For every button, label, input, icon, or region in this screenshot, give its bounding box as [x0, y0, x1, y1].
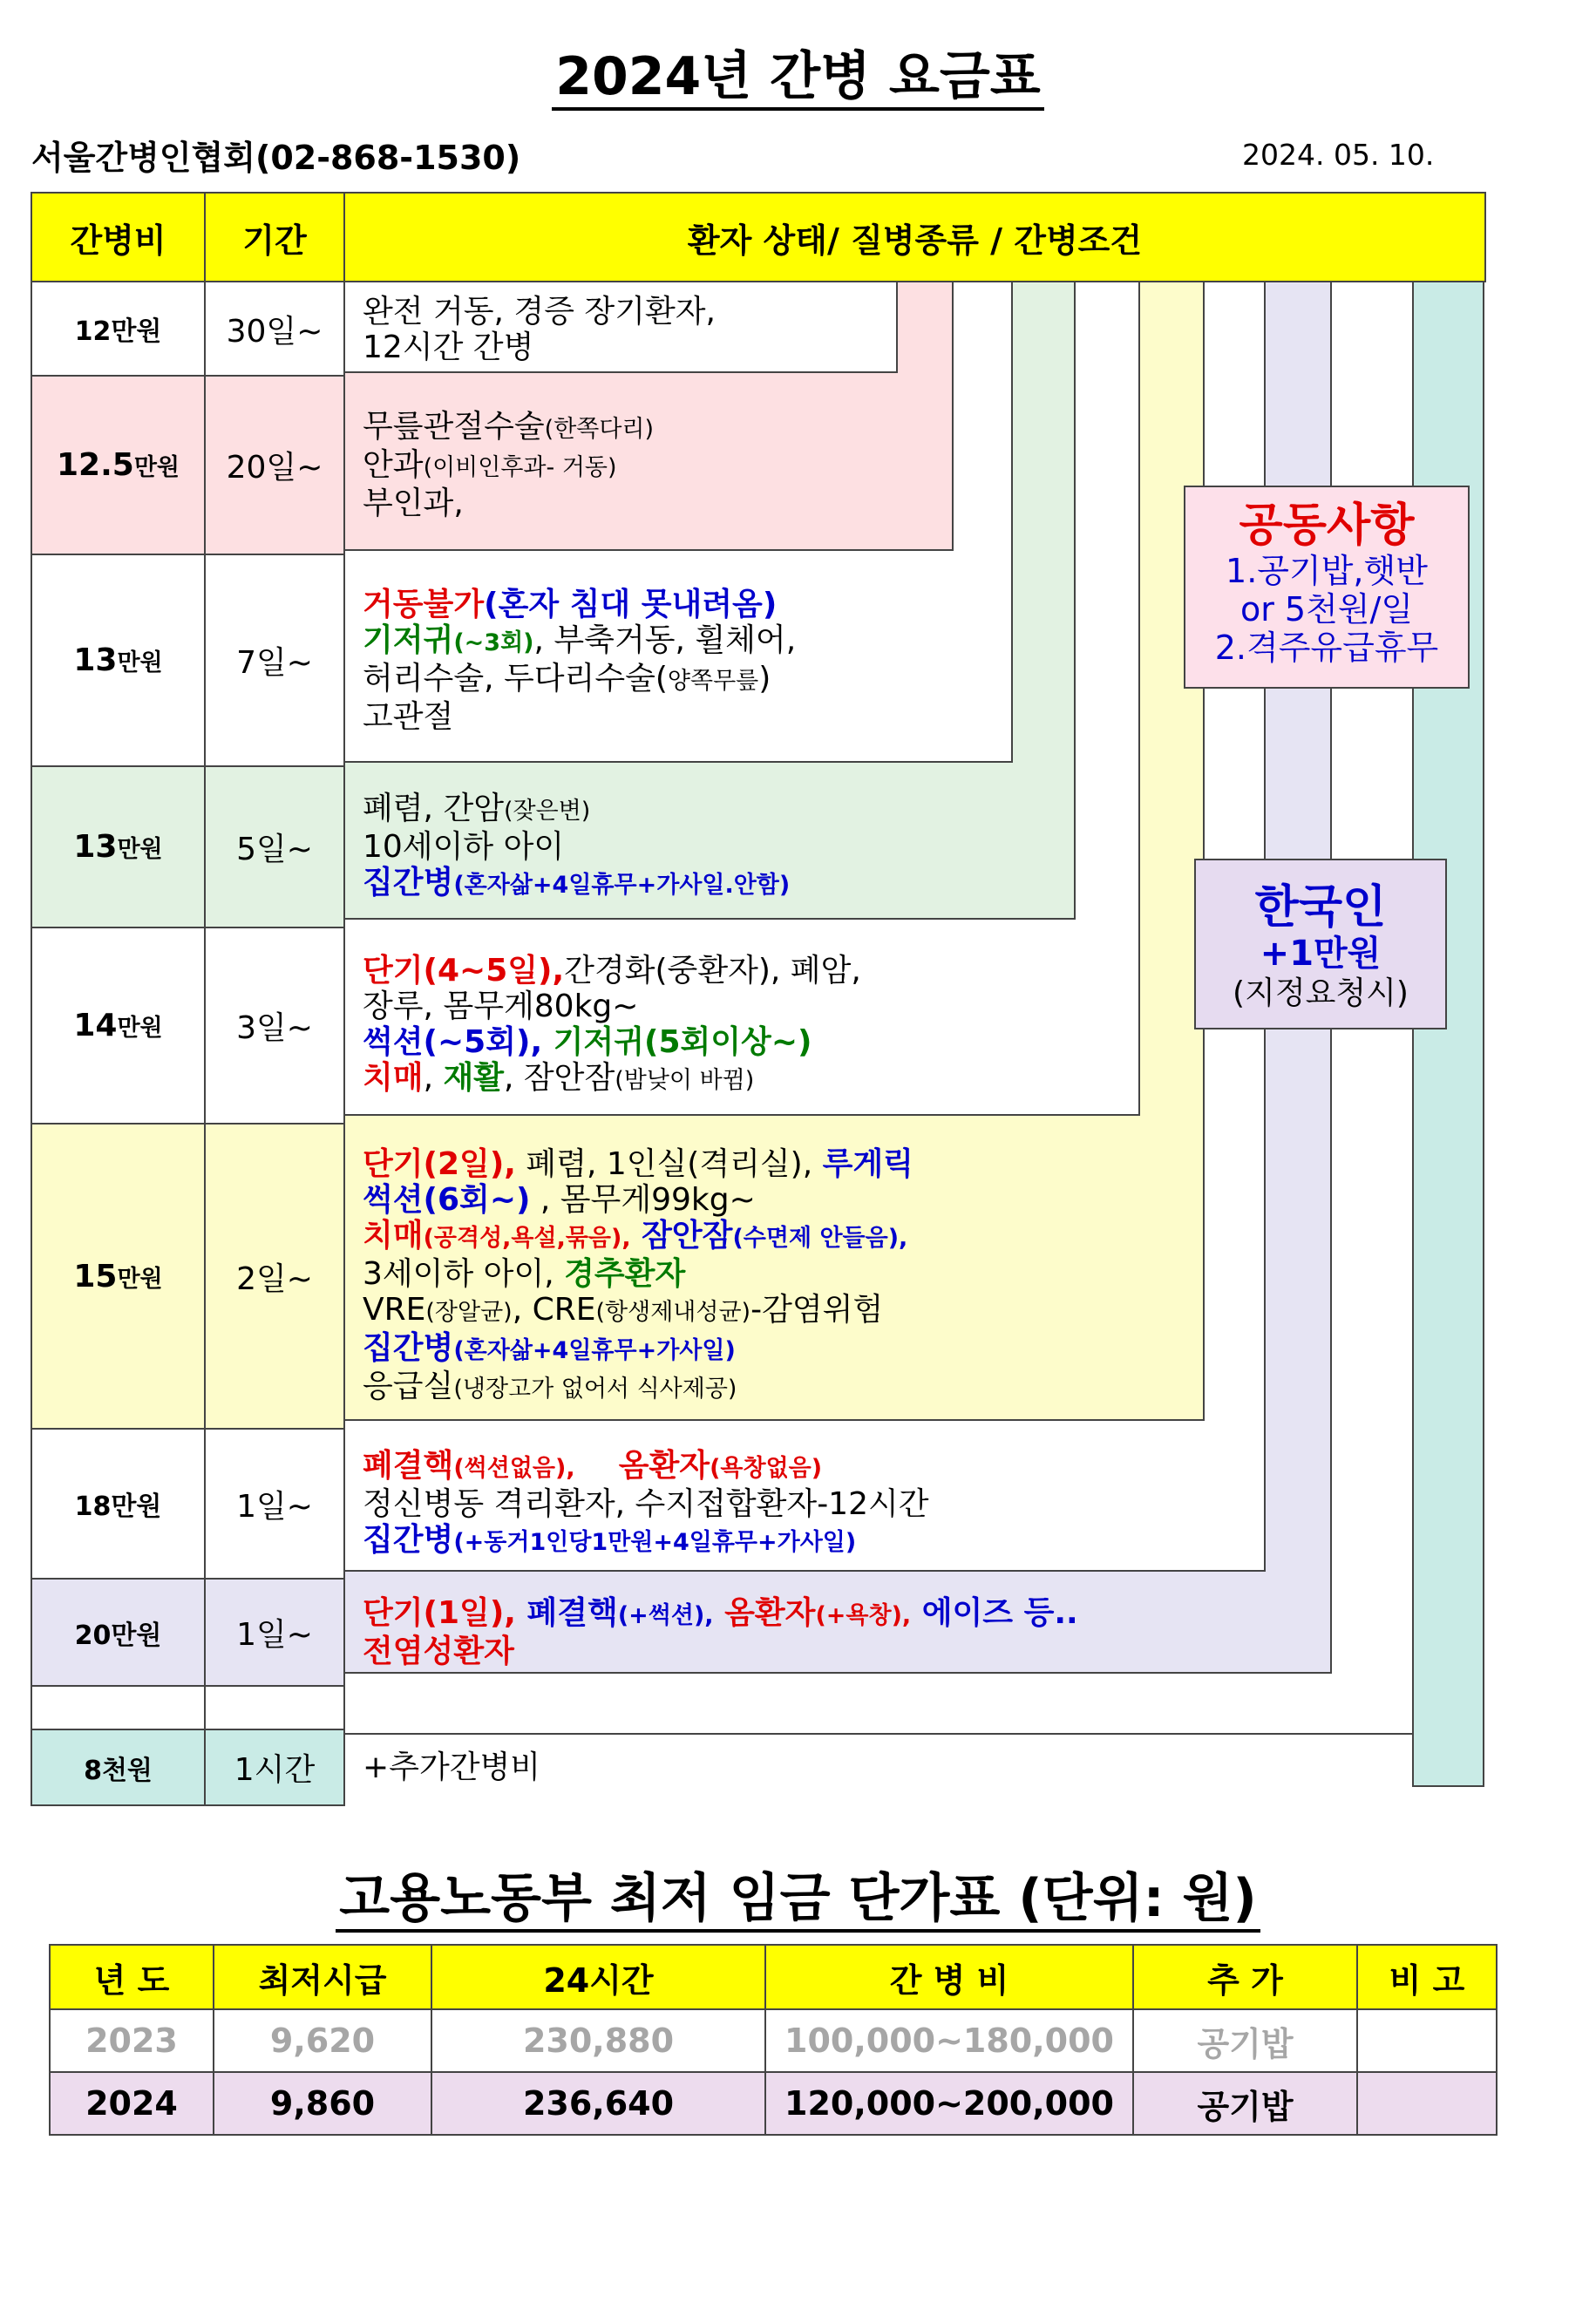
wage-table-title: 고용노동부 최저 임금 단가표 (단위: 원): [0, 1857, 1596, 1932]
condition-text: 간경화(중환자), 폐암,: [564, 953, 861, 989]
condition-line: [363, 1634, 1485, 1669]
condition-text: 부인과,: [363, 486, 464, 521]
condition-text: (+썩션),: [617, 1602, 714, 1629]
wage-cell: 공기밥: [1133, 2072, 1357, 2135]
wage-cell: 2023: [50, 2009, 214, 2072]
wage-header-cell: 24시간: [431, 1945, 765, 2009]
condition-text: 기저귀(5회이상~): [542, 1024, 812, 1060]
condition-text: 장루, 몸무게80kg~: [363, 989, 639, 1024]
wage-table-header: [50, 1945, 1497, 2009]
condition-line: [363, 294, 1485, 330]
condition-text: 응급실: [363, 1368, 454, 1404]
condition-text: (+동거1인당1만원+4일휴무+가사일): [453, 1528, 857, 1556]
condition-text: (~3회): [453, 629, 534, 656]
condition-text: (혼자 침대 못내려옴): [484, 586, 778, 622]
condition-line: [363, 447, 1485, 486]
rate-period: [205, 1686, 344, 1729]
rate-condition: [344, 282, 1485, 376]
condition-text: (밤낮이 바뀜): [615, 1067, 755, 1094]
condition-text: (혼자삶+4일휴무+가사일.안함): [453, 872, 791, 899]
organization-name: 서울간병인협회(02-868-1530): [31, 139, 521, 177]
condition-text: 안과: [363, 447, 424, 483]
condition-line: [363, 791, 1485, 829]
condition-text: 완전 거동, 경증 장기환자,: [363, 293, 716, 330]
note-common-line2: or 5천원/일: [1239, 590, 1414, 629]
rate-fee: 18만원: [31, 1429, 205, 1579]
rate-period: 1일~: [205, 1429, 344, 1579]
condition-line: [363, 330, 1485, 365]
condition-text: 옴환자: [713, 1595, 816, 1631]
wage-header-cell: 년 도: [50, 1945, 214, 2009]
condition-text: 고관절: [363, 698, 454, 735]
note-korean-line2: (지정요청시): [1233, 975, 1409, 1011]
condition-line: [363, 1369, 1485, 1407]
rate-period: 1시간: [205, 1729, 344, 1805]
wage-cell: 공기밥: [1133, 2009, 1357, 2072]
rate-row: [31, 1579, 1485, 1686]
condition-text: 썩션(~5회),: [363, 1024, 543, 1060]
wage-cell: 2024: [50, 2072, 214, 2135]
rate-condition: [344, 1729, 1485, 1805]
condition-text: , CRE: [512, 1291, 596, 1328]
condition-text: (+욕창),: [815, 1602, 912, 1629]
rate-period: 1일~: [205, 1579, 344, 1686]
condition-text: 옴환자: [574, 1447, 710, 1484]
condition-text: 양쪽무릎: [667, 667, 759, 695]
rate-row: [31, 1124, 1485, 1429]
condition-line: [363, 1182, 1485, 1218]
condition-line: [363, 1060, 1485, 1098]
rate-condition: [344, 1686, 1485, 1729]
header-condition: 환자 상태/ 질병종류 / 간병조건: [344, 193, 1485, 282]
condition-text: ): [758, 660, 771, 696]
condition-text: ,: [423, 1060, 444, 1096]
condition-line: [363, 1330, 1485, 1369]
condition-line: [363, 1595, 1485, 1634]
wage-cell: 100,000~180,000: [765, 2009, 1133, 2072]
condition-text: 치매: [363, 1060, 424, 1096]
wage-row: [50, 2072, 1497, 2135]
condition-text: +추가간병비: [363, 1750, 541, 1785]
condition-line: [363, 1292, 1485, 1330]
condition-line: [363, 1448, 1485, 1486]
rate-fee: [31, 1686, 205, 1729]
condition-text: (혼자삶+4일휴무+가사일): [453, 1336, 736, 1364]
rate-period: 2일~: [205, 1124, 344, 1429]
condition-text: (냉장고가 없어서 식사제공): [453, 1375, 737, 1403]
rate-fee: 13만원: [31, 766, 205, 927]
condition-text: 정신병동 격리환자, 수지접합환자-12시간: [363, 1485, 929, 1522]
condition-text: 허리수술, 두다리수술(: [363, 660, 668, 696]
header-period: 기간: [205, 193, 344, 282]
condition-text: 집간병: [363, 865, 454, 900]
wage-cell: 236,640: [431, 2072, 765, 2135]
rate-fee: 8천원: [31, 1729, 205, 1805]
condition-text: , 잠안잠: [504, 1060, 615, 1096]
rate-fee: 14만원: [31, 927, 205, 1124]
condition-text: 집간병: [363, 1329, 454, 1366]
wage-cell: 9,620: [214, 2009, 431, 2072]
rate-table-header: [31, 193, 1485, 282]
condition-line: [363, 1256, 1485, 1292]
wage-header-cell: 비 고: [1357, 1945, 1497, 2009]
wage-cell: 230,880: [431, 2009, 765, 2072]
condition-text: 재활: [443, 1060, 505, 1096]
condition-text: 경추환자: [564, 1255, 686, 1292]
condition-text: (욕창없음): [710, 1454, 823, 1482]
condition-text: 폐렴, 간암: [363, 791, 504, 826]
condition-text: 썩션(6회~): [363, 1181, 531, 1218]
condition-text: 기저귀: [363, 622, 454, 658]
rate-period: 20일~: [205, 376, 344, 554]
wage-header-cell: 간 병 비: [765, 1945, 1133, 2009]
rate-fee: 15만원: [31, 1124, 205, 1429]
rate-period: 5일~: [205, 766, 344, 927]
condition-text: 폐렴, 1인실(격리실),: [515, 1145, 823, 1182]
condition-text: 단기(4~5일),: [363, 953, 565, 989]
condition-text: 전염성환자: [363, 1634, 514, 1669]
condition-text: (항생제내성균): [595, 1298, 751, 1326]
condition-text: , 몸무게99kg~: [530, 1181, 756, 1218]
condition-line: [363, 699, 1485, 735]
condition-line: [363, 1750, 1485, 1785]
condition-text: (이비인후과- 거동): [423, 454, 617, 481]
rate-row: [31, 1429, 1485, 1579]
condition-text: VRE: [363, 1291, 426, 1328]
condition-line: [363, 409, 1485, 447]
header-fee: 간병비: [31, 193, 205, 282]
rate-period: 7일~: [205, 554, 344, 766]
wage-cell: 9,860: [214, 2072, 431, 2135]
rate-row: [31, 282, 1485, 376]
rate-fee: 12만원: [31, 282, 205, 376]
rate-condition: [344, 1579, 1485, 1686]
condition-text: 잠안잠: [630, 1217, 733, 1254]
condition-text: 루게릭: [822, 1145, 913, 1182]
condition-text: , 부축거동, 휠체어,: [533, 622, 797, 658]
note-korean-title: 한국인: [1254, 881, 1387, 934]
note-korean-line1: +1만원: [1260, 934, 1382, 974]
condition-text: 10세이하 아이: [363, 829, 565, 865]
rate-period: 30일~: [205, 282, 344, 376]
condition-line: [363, 1486, 1485, 1522]
condition-line: [363, 1146, 1485, 1182]
wage-header-cell: 추 가: [1133, 1945, 1357, 2009]
rate-fee: 20만원: [31, 1579, 205, 1686]
condition-text: 에이즈 등..: [911, 1595, 1078, 1631]
wage-cell: [1357, 2072, 1497, 2135]
condition-text: 치매: [363, 1217, 424, 1254]
condition-line: [363, 1218, 1485, 1256]
wage-table: [49, 1944, 1498, 2136]
condition-text: (잦은변): [504, 798, 591, 825]
wage-row: [50, 2009, 1497, 2072]
condition-text: (장알균): [425, 1298, 513, 1326]
note-common-line3: 2.격주유급휴무: [1214, 629, 1439, 667]
condition-text: 폐결핵: [515, 1595, 618, 1631]
wage-header-cell: 최저시급: [214, 1945, 431, 2009]
condition-text: 단기(2일),: [363, 1145, 516, 1182]
condition-text: (공격성,욕설,묶음),: [423, 1224, 631, 1252]
note-common-title: 공동사항: [1239, 499, 1415, 552]
note-common-line1: 1.공기밥,햇반: [1226, 552, 1428, 590]
document-date: 2024. 05. 10.: [1242, 138, 1435, 172]
rate-row: [31, 1729, 1485, 1805]
condition-text: 거동불가: [363, 586, 485, 622]
condition-text: 12시간 간병: [363, 329, 534, 365]
page-title: 2024년 간병 요금표: [0, 35, 1596, 110]
condition-text: -감염위험: [750, 1291, 884, 1328]
condition-text: 집간병: [363, 1521, 454, 1558]
condition-text: (수면제 안들음),: [732, 1224, 908, 1252]
rate-period: 3일~: [205, 927, 344, 1124]
wage-cell: [1357, 2009, 1497, 2072]
note-korean: [1194, 859, 1447, 1029]
condition-line: [363, 1024, 1485, 1060]
wage-cell: 120,000~200,000: [765, 2072, 1133, 2135]
condition-text: (한쪽다리): [544, 416, 655, 443]
condition-text: 무릎관절수술: [363, 409, 545, 445]
condition-text: 3세이하 아이,: [363, 1255, 565, 1292]
condition-text: 폐결핵: [363, 1447, 454, 1484]
condition-text: 단기(1일),: [363, 1595, 516, 1631]
rate-row: [31, 1686, 1485, 1729]
rate-condition: [344, 1429, 1485, 1579]
rate-condition: [344, 1124, 1485, 1429]
condition-text: (썩션없음),: [453, 1454, 575, 1482]
rate-fee: 13만원: [31, 554, 205, 766]
condition-line: [363, 1522, 1485, 1560]
note-common: [1184, 486, 1470, 689]
rate-fee: 12.5만원: [31, 376, 205, 554]
